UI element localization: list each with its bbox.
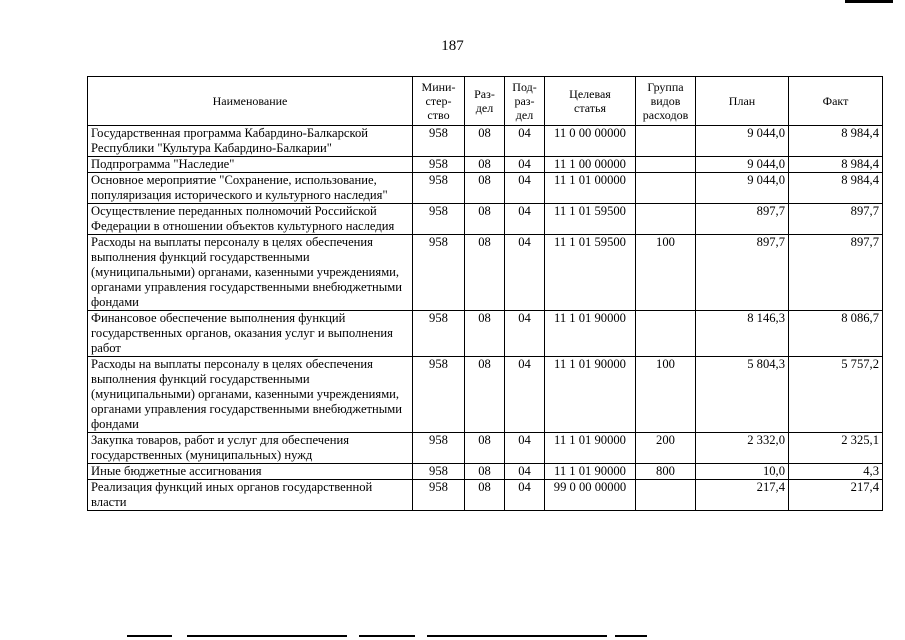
row-subsection: 04 (505, 204, 545, 235)
header-fact: Факт (789, 77, 883, 126)
row-group: 200 (636, 433, 696, 464)
header-subsection: Под- раз- дел (505, 77, 545, 126)
table-row (88, 204, 883, 235)
row-ministry: 958 (413, 235, 465, 311)
row-subsection: 04 (505, 173, 545, 204)
row-target: 11 1 01 90000 (545, 464, 636, 480)
row-subsection: 04 (505, 157, 545, 173)
row-ministry: 958 (413, 204, 465, 235)
row-target: 11 1 01 90000 (545, 433, 636, 464)
row-fact: 4,3 (789, 464, 883, 480)
row-plan: 9 044,0 (696, 173, 789, 204)
bottom-scan-lines (127, 633, 647, 640)
row-ministry: 958 (413, 480, 465, 511)
row-plan: 9 044,0 (696, 126, 789, 157)
row-group (636, 204, 696, 235)
table-row (88, 433, 883, 464)
row-fact: 897,7 (789, 235, 883, 311)
row-section: 08 (465, 126, 505, 157)
row-plan: 897,7 (696, 235, 789, 311)
row-ministry: 958 (413, 126, 465, 157)
row-ministry: 958 (413, 433, 465, 464)
row-name: Государственная программа Кабардино-Балкарской Республики "Культура Кабардино-Балкарии" (88, 126, 413, 157)
row-fact: 8 086,7 (789, 311, 883, 357)
row-section: 08 (465, 157, 505, 173)
row-name: Основное мероприятие "Сохранение, использование, популяризация исторического и культурного наследия" (88, 173, 413, 204)
row-name: Подпрограмма "Наследие" (88, 157, 413, 173)
row-target: 11 1 01 00000 (545, 173, 636, 204)
row-fact: 217,4 (789, 480, 883, 511)
row-fact: 897,7 (789, 204, 883, 235)
row-fact: 8 984,4 (789, 126, 883, 157)
row-ministry: 958 (413, 311, 465, 357)
header-target: Целевая статья (545, 77, 636, 126)
row-subsection: 04 (505, 480, 545, 511)
row-plan: 10,0 (696, 464, 789, 480)
table-row (88, 157, 883, 173)
table-row (88, 480, 883, 511)
table-body (88, 126, 883, 511)
row-subsection: 04 (505, 235, 545, 311)
row-ministry: 958 (413, 157, 465, 173)
row-subsection: 04 (505, 311, 545, 357)
row-fact: 8 984,4 (789, 157, 883, 173)
row-section: 08 (465, 311, 505, 357)
row-target: 11 1 01 90000 (545, 357, 636, 433)
row-ministry: 958 (413, 464, 465, 480)
row-section: 08 (465, 235, 505, 311)
header-section: Раз- дел (465, 77, 505, 126)
row-fact: 8 984,4 (789, 173, 883, 204)
row-target: 11 1 01 59500 (545, 235, 636, 311)
row-plan: 2 332,0 (696, 433, 789, 464)
row-section: 08 (465, 357, 505, 433)
row-section: 08 (465, 433, 505, 464)
table-row (88, 357, 883, 433)
row-section: 08 (465, 173, 505, 204)
table-header-row (88, 77, 883, 126)
row-subsection: 04 (505, 126, 545, 157)
row-ministry: 958 (413, 357, 465, 433)
row-name: Осуществление переданных полномочий Российской Федерации в отношении объектов культурного наследия (88, 204, 413, 235)
table-row (88, 464, 883, 480)
row-name: Расходы на выплаты персоналу в целях обеспечения выполнения функций государственными (муниципальными) органами, казенными учреждениями, органами управления государственными внебюджетными фондами (88, 357, 413, 433)
row-name: Расходы на выплаты персоналу в целях обеспечения выполнения функций государственными (муниципальными) органами, казенными учреждениями, органами управления государственными внебюджетными фондами (88, 235, 413, 311)
page-number: 187 (441, 38, 464, 54)
row-subsection: 04 (505, 433, 545, 464)
table-row (88, 311, 883, 357)
header-name: Наименование (88, 77, 413, 126)
row-group (636, 480, 696, 511)
row-group (636, 311, 696, 357)
row-group: 800 (636, 464, 696, 480)
header-group: Группа видов расходов (636, 77, 696, 126)
row-subsection: 04 (505, 357, 545, 433)
row-group: 100 (636, 235, 696, 311)
table-row (88, 173, 883, 204)
row-name: Реализация функций иных органов государственной власти (88, 480, 413, 511)
row-plan: 9 044,0 (696, 157, 789, 173)
table-row (88, 235, 883, 311)
row-target: 99 0 00 00000 (545, 480, 636, 511)
row-fact: 5 757,2 (789, 357, 883, 433)
row-plan: 5 804,3 (696, 357, 789, 433)
row-section: 08 (465, 464, 505, 480)
row-plan: 8 146,3 (696, 311, 789, 357)
header-ministry: Мини- стер- ство (413, 77, 465, 126)
row-plan: 217,4 (696, 480, 789, 511)
budget-table (87, 76, 883, 511)
row-target: 11 1 01 59500 (545, 204, 636, 235)
row-target: 11 0 00 00000 (545, 126, 636, 157)
table-row (88, 126, 883, 157)
row-plan: 897,7 (696, 204, 789, 235)
row-ministry: 958 (413, 173, 465, 204)
corner-mark (845, 0, 893, 3)
row-group (636, 157, 696, 173)
row-name: Закупка товаров, работ и услуг для обеспечения государственных (муниципальных) нужд (88, 433, 413, 464)
row-target: 11 1 00 00000 (545, 157, 636, 173)
row-subsection: 04 (505, 464, 545, 480)
row-name: Иные бюджетные ассигнования (88, 464, 413, 480)
row-name: Финансовое обеспечение выполнения функций государственных органов, оказания услуг и выполнения работ (88, 311, 413, 357)
row-group: 100 (636, 357, 696, 433)
row-section: 08 (465, 204, 505, 235)
row-target: 11 1 01 90000 (545, 311, 636, 357)
header-plan: План (696, 77, 789, 126)
row-section: 08 (465, 480, 505, 511)
row-fact: 2 325,1 (789, 433, 883, 464)
row-group (636, 126, 696, 157)
row-group (636, 173, 696, 204)
